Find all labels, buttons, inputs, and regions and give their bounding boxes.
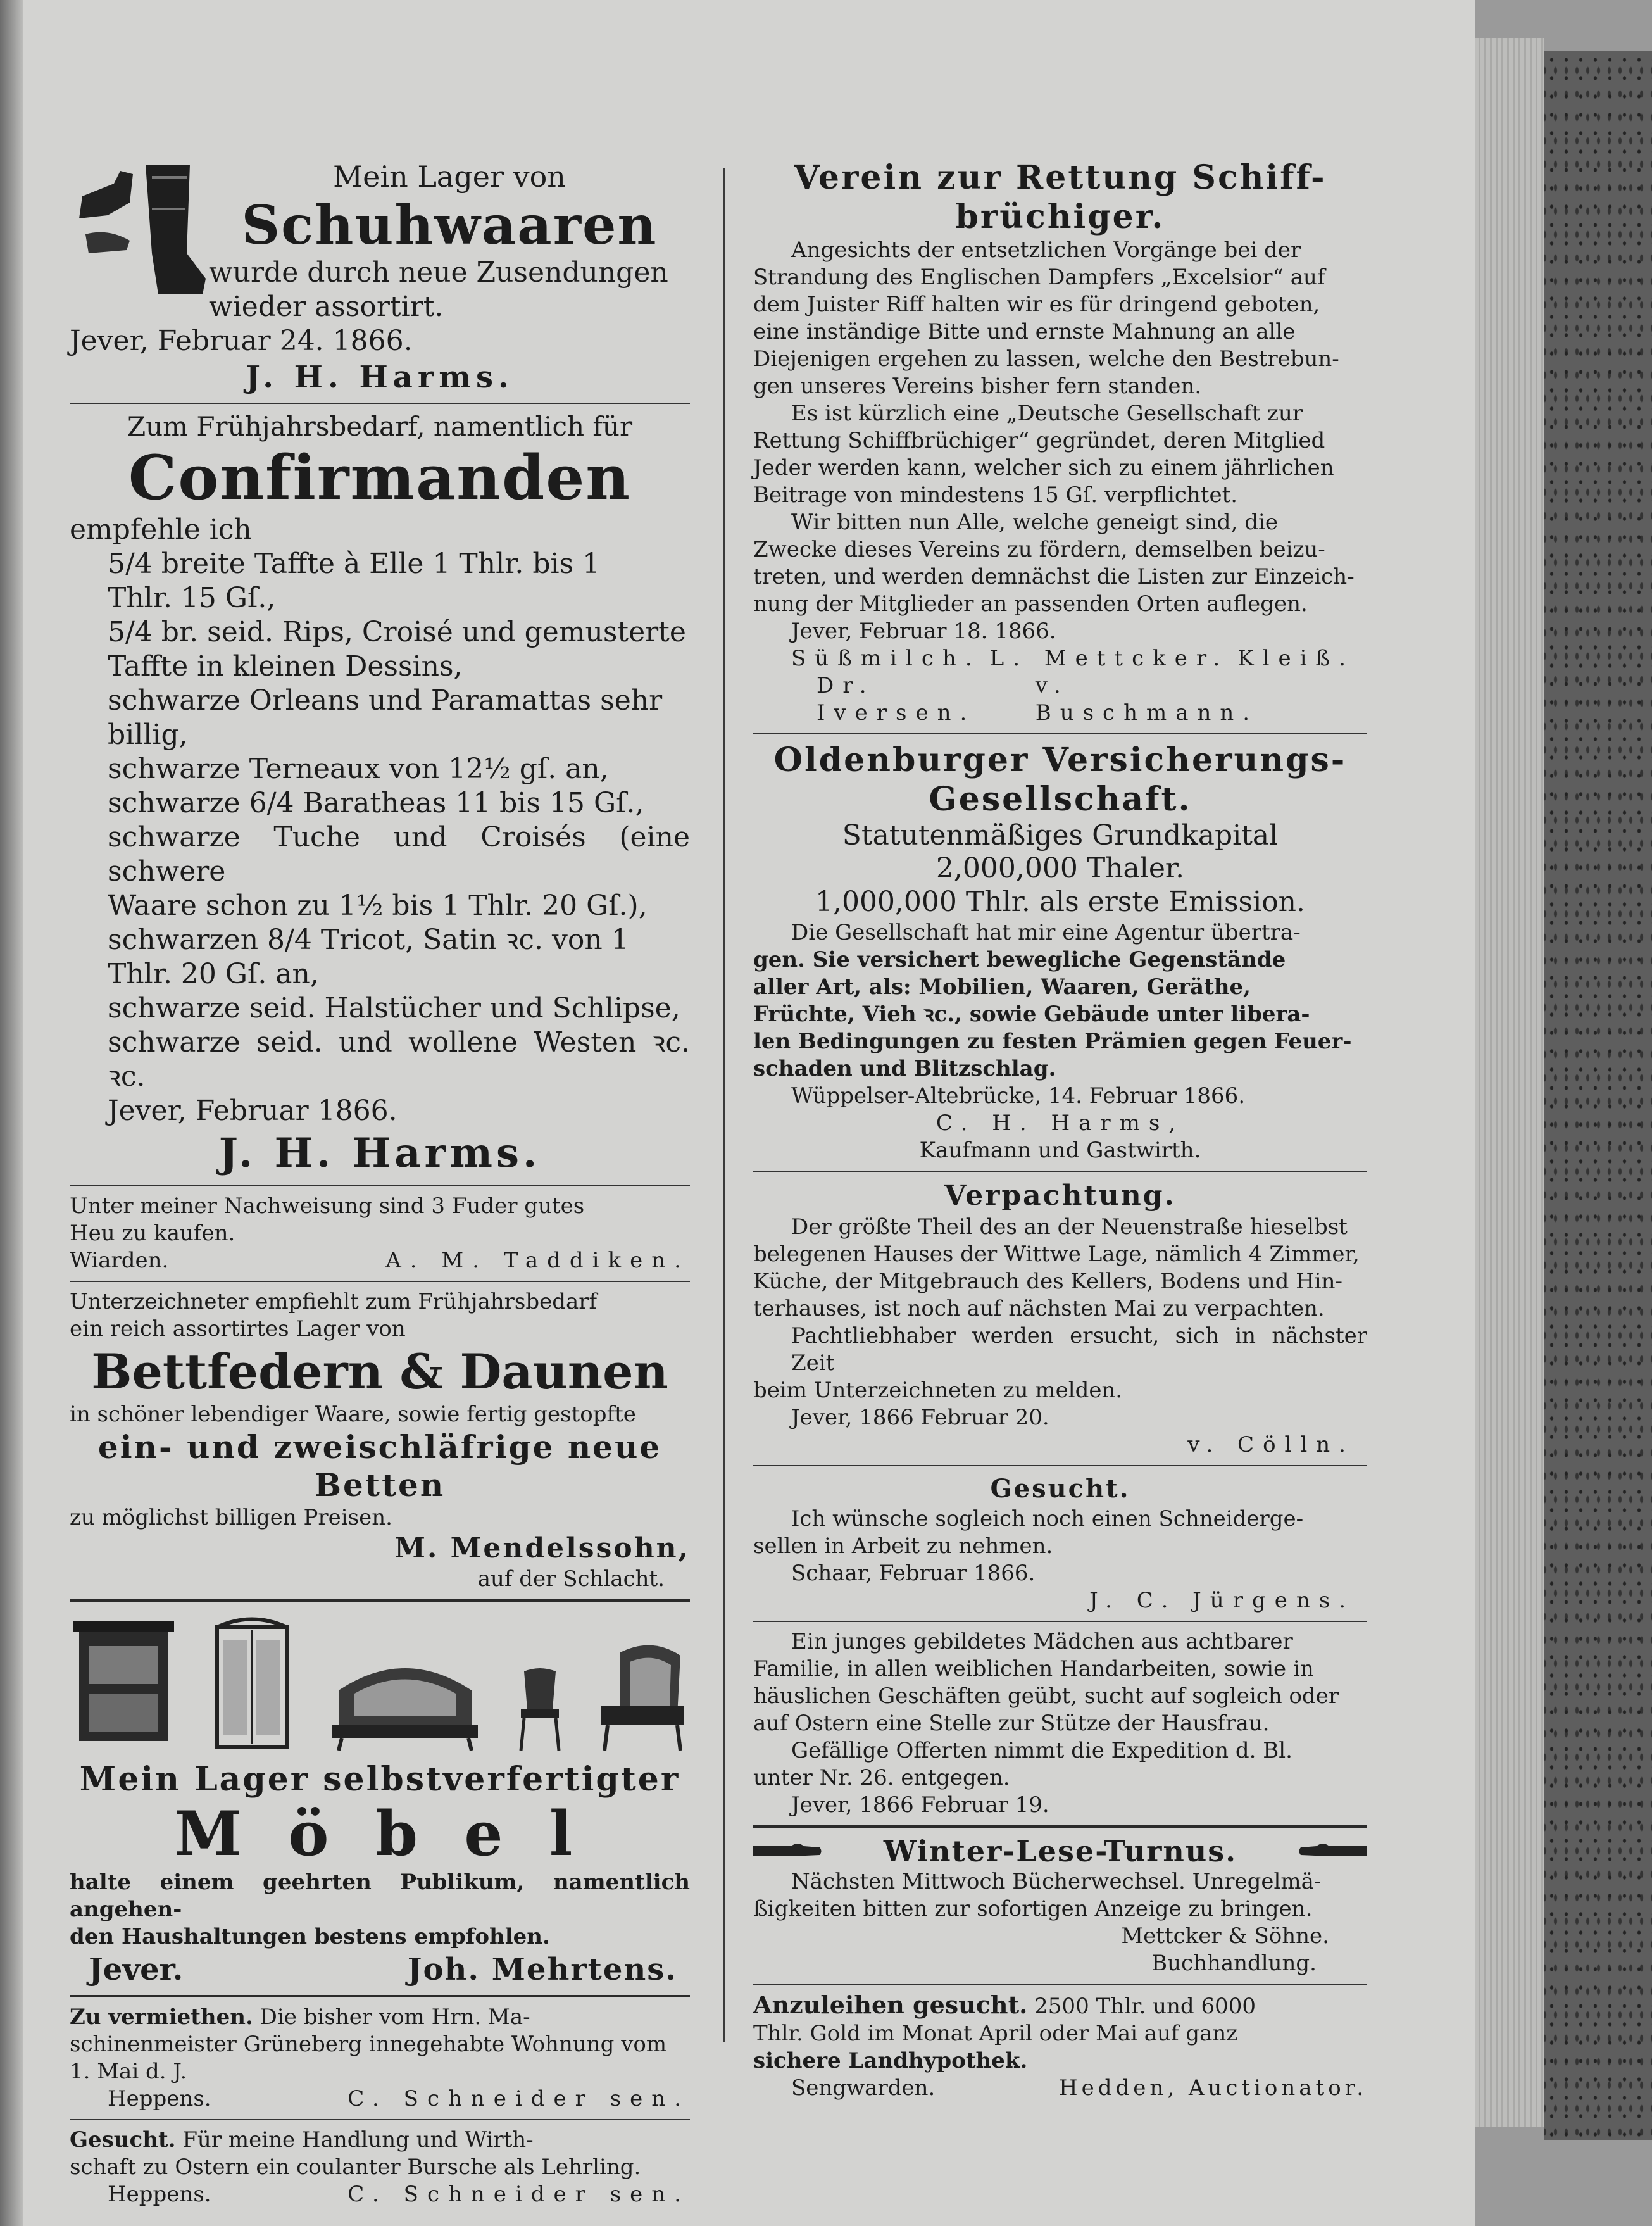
furniture-illustration [70,1608,690,1754]
ad-verpachtung [753,1178,1367,1459]
anleihen-heading: Anzuleihen gesucht. [753,1990,1028,2019]
gesucht-r-signature: J. C. Jürgens. [1089,1588,1355,1613]
verp-line: belegenen Hauses der Wittwe Lage, nämlich 4 Zimmer, [753,1242,1360,1267]
vermiethen-heading: Zu vermiethen. [70,2004,253,2030]
gesucht-r-date: Schaar, Februar 1866. [791,1561,1036,1586]
verein-line: dem Juister Riff halten wir es für dringend geboten, [753,292,1320,317]
winter-signature: Mettcker & Söhne. [1121,1923,1329,1949]
verein-body [753,237,1367,618]
verein-name: Dr. Iversen. [817,673,976,726]
ad-gesucht-schneider [753,1473,1367,1614]
gesucht-r-line1: Ich wünsche sogleich noch einen Schneiderge- [791,1506,1304,1531]
gesucht-signature: C. Schneider sen. [347,2182,690,2207]
confirm-item: schwarze seid. Halstücher und Schlipse, [108,992,680,1024]
confirm-item: 5/4 breite Taffte à Elle 1 Thlr. bis 1 [108,548,601,580]
gesucht-line1: Für meine Handlung und Wirth- [182,2127,534,2153]
confirm-item: schwarze Orleans und Paramattas sehr [108,684,663,717]
anleihen-line1: 2500 Thlr. und 6000 [1034,1994,1256,2019]
gesucht-heading: Gesucht. [70,2127,176,2153]
ad-maedchen [753,1628,1367,1819]
winter-title: Winter-Lese-Turnus. [883,1834,1237,1868]
betten-signature: M. Mendelssohn, [394,1532,690,1564]
heu-signature: A. M. Taddiken. [385,1248,690,1273]
confirm-item: schwarze Tuche und Croisés (eine schwere [108,821,690,888]
confirm-item: billig, [108,719,188,751]
moebel-line1: Mein Lager selbstverfertigter [79,1760,680,1799]
winter-sig2: Buchhandlung. [1151,1951,1317,1976]
vers-line1: Statutenmäßiges Grundkapital [842,819,1279,852]
shoes-date: Jever, Februar 24. 1866. [70,325,413,357]
vers-body-line: len Bedingungen zu festen Prämien gegen Feuer- [753,1029,1352,1054]
verp-date: Jever, 1866 Februar 20. [791,1405,1049,1430]
ad-moebel [70,1608,690,1989]
shoes-line1: Mein Lager von [333,160,566,194]
verein-line: Wir bitten nun Alle, welche geneigt sind, die [791,510,1278,535]
divider [70,1995,690,1997]
maedchen-line: auf Ostern eine Stelle zur Stütze der Hausfrau. [753,1711,1270,1736]
vers-title2: Gesellschaft. [929,780,1192,819]
verp-line: Küche, der Mitgebrauch des Kellers, Bodens und Hin- [753,1269,1343,1294]
verein-line: Zwecke dieses Vereins zu fördern, demselben beizu- [753,537,1325,562]
anleihen-line3: sichere Landhypothek. [753,2048,1028,2073]
left-column [70,158,690,2208]
maedchen-line: unter Nr. 26. entgegen. [753,1765,1010,1790]
vers-date: Wüppelser-Altebrücke, 14. Februar 1866. [791,1083,1246,1109]
betten-line2: ein reich assortirtes Lager von [70,1316,406,1342]
moebel-line2: halte einem geehrten Publikum, namentlich angehen- [70,1870,690,1922]
verein-line: nung der Mitglieder an passenden Orten auflegen. [753,591,1308,617]
vermiethen-line2: schinenmeister Grüneberg innegehabte Wohnung vom [70,2032,667,2057]
ad-shoes [70,158,690,396]
verein-line: eine inständige Bitte und ernste Mahnung an alle [753,319,1296,344]
vers-sig2: Kaufmann und Gastwirth. [919,1138,1201,1163]
vers-body-line: Die Gesellschaft hat mir eine Agentur übertra- [791,920,1301,945]
divider [753,1984,1367,1985]
shoes-signature: J. H. Harms. [246,360,514,395]
cabinet-icon [70,1614,177,1754]
ad-bettfedern [70,1288,690,1593]
sofa-icon [326,1646,484,1754]
pointing-hand-icon [753,1837,823,1865]
vers-body [753,919,1367,1083]
moebel-title: M ö b e l [174,1798,585,1870]
shoes-line3: wieder assortirt. [209,291,444,323]
confirm-item: Thlr. 15 Gſ., [108,582,276,614]
ad-verein-rettung [753,158,1367,727]
moebel-line3: den Haushaltungen bestens empfohlen. [70,1924,550,1949]
verp-line: Pachtliebhaber werden ersucht, sich in nächster Zeit [791,1323,1367,1376]
gesucht-r-title: Gesucht. [990,1474,1130,1504]
maedchen-line: häuslichen Geschäften geübt, sucht auf sogleich oder [753,1683,1339,1709]
betten-sig2: auf der Schlacht. [477,1566,665,1592]
vermiethen-line1: Die bisher vom Hrn. Ma- [260,2004,530,2030]
verein-name: v. Buschmann. [1035,673,1259,726]
heu-line2: Heu zu kaufen. [70,1221,235,1246]
confirm-item: Taffte in kleinen Dessins, [108,650,463,682]
vers-signature: C. H. Harms, [936,1110,1185,1136]
shoes-line2: wurde durch neue Zusendungen [209,256,668,289]
vers-line2: 2,000,000 Thaler. [936,852,1185,884]
vers-body-line: Früchte, Vieh ꝛc., sowie Gebäude unter libera- [753,1002,1310,1027]
pointing-hand-icon [1298,1837,1367,1865]
betten-title: Bettfedern & Daunen [91,1343,668,1400]
divider [753,1825,1367,1828]
vers-title1: Oldenburger Versicherungs- [773,741,1347,779]
betten-line1: Unterzeichneter empfiehlt zum Frühjahrsbedarf [70,1289,598,1314]
shoes-illustration [70,158,209,310]
verein-name: Süßmilch. [791,646,981,671]
confirm-items [70,547,690,1094]
page-edges [1475,38,1544,2127]
moebel-signature: Joh. Mehrtens. [407,1952,677,1987]
gesucht-r-line2: sellen in Arbeit zu nehmen. [753,1533,1053,1559]
betten-line5: zu möglichst billigen Preisen. [70,1505,392,1530]
vers-body-line: schaden und Blitzschlag. [753,1056,1056,1081]
confirm-item: Thlr. 20 Gſ. an, [108,958,319,990]
verp-line: Der größte Theil des an der Neuenstraße hieselbst [791,1214,1348,1240]
divider [753,1171,1367,1172]
divider [70,2119,690,2120]
divider [70,403,690,404]
verein-line: Jeder werden kann, welcher sich zu einem jährlichen [753,455,1334,481]
divider [70,1185,690,1186]
divider [70,1281,690,1282]
maedchen-line: Familie, in allen weiblichen Handarbeiten, sowie in [753,1656,1314,1682]
ad-heu [70,1193,690,1274]
divider [753,1465,1367,1466]
maedchen-line: Ein junges gebildetes Mädchen aus achtbarer [791,1629,1293,1654]
vermiethen-signature: C. Schneider sen. [347,2086,690,2111]
verp-title: Verpachtung. [944,1179,1176,1212]
verein-line: Diejenigen ergehen zu lassen, welche den Bestrebun- [753,346,1339,372]
verein-name: Kleiß. [1237,646,1355,671]
vers-line3: 1,000,000 Thlr. als erste Emission. [815,886,1306,918]
verp-line: terhauses, ist noch auf nächsten Mai zu verpachten. [753,1296,1325,1321]
ad-gesucht-lehrling [70,2127,690,2208]
anleihen-place: Sengwarden. [791,2075,936,2101]
betten-line4: ein- und zweischläfrige neue Betten [97,1428,662,1504]
verein-line: gen unseres Vereins bisher fern standen. [753,374,1202,399]
verein-date: Jever, Februar 18. 1866. [791,619,1056,644]
heu-place: Wiarden. [70,1248,169,1273]
ad-winter-lese [753,1834,1367,1977]
ad-anzuleihen [753,1991,1367,2102]
armchair-icon [595,1640,690,1754]
moebel-place: Jever. [89,1952,184,1987]
chair-icon [511,1665,568,1754]
confirm-item: schwarze seid. und wollene Westen ꝛc. ꝛc. [108,1026,690,1093]
heu-line1: Unter meiner Nachweisung sind 3 Fuder gutes [70,1193,585,1219]
divider [70,1599,690,1602]
confirm-date: Jever, Februar 1866. [108,1095,397,1127]
anleihen-line2: Thlr. Gold im Monat April oder Mai auf ganz [753,2021,1238,2046]
vermiethen-place: Heppens. [108,2086,211,2111]
verein-title1: Verein zur Rettung Schiff- [794,158,1327,197]
confirm-signature: J. H. Harms. [218,1129,541,1177]
betten-line3: in schöner lebendiger Waare, sowie fertig gestopfte [70,1402,636,1427]
verp-line: beim Unterzeichneten zu melden. [753,1378,1123,1403]
right-column [753,158,1367,2102]
verein-line: Es ist kürzlich eine „Deutsche Gesellschaft zur [791,401,1303,426]
column-divider [723,168,725,2042]
anleihen-signature: Hedden, Auctionator. [1058,2075,1367,2101]
verein-line: Rettung Schiffbrüchiger“ gegründet, deren Mitglied [753,428,1325,453]
verein-line: treten, und werden demnächst die Listen zur Einzeich- [753,564,1355,589]
confirm-item: Waare schon zu 1½ bis 1 Thlr. 20 Gſ.), [108,890,648,922]
confirm-item: 5/4 br. seid. Rips, Croisé und gemusterte [108,616,686,648]
confirm-title: Confirmanden [128,442,632,513]
ad-vermiethen [70,2004,690,2113]
maedchen-date: Jever, 1866 Februar 19. [791,1792,1049,1818]
divider [753,1621,1367,1622]
verein-line: Beitrage von mindestens 15 Gſ. verpflichtet. [753,482,1238,508]
confirm-item: schwarze 6/4 Baratheas 11 bis 15 Gſ., [108,787,644,819]
book-cover-edge [1544,51,1652,2140]
vermiethen-line3: 1. Mai d. J. [70,2059,187,2084]
wardrobe-icon [204,1614,299,1754]
verein-name: L. Mettcker. [989,646,1229,671]
verein-title2: brüchiger. [955,198,1165,236]
vers-body-line: gen. Sie versichert bewegliche Gegenstände [753,947,1286,972]
gesucht-line2: schaft zu Ostern ein coulanter Bursche als Lehrling. [70,2154,641,2180]
gesucht-place: Heppens. [108,2182,211,2207]
confirm-line1: empfehle ich [70,513,252,546]
ad-confirmanden [70,410,690,1179]
winter-line1: Nächsten Mittwoch Bücherwechsel. Unregelmä- [791,1869,1322,1894]
vers-body-line: aller Art, als: Mobilien, Waaren, Geräthe, [753,974,1251,1000]
verein-line: Angesichts der entsetzlichen Vorgänge bei der [791,237,1301,263]
verein-line: Strandung des Englischen Dampfers „Excelsior“ auf [753,265,1325,290]
verp-signature: v. Cölln. [1187,1432,1355,1457]
ad-versicherung [753,741,1367,1164]
page-gutter [0,0,23,2226]
maedchen-line: Gefällige Offerten nimmt die Expedition d. Bl. [791,1738,1292,1763]
confirm-item: schwarzen 8/4 Tricot, Satin ꝛc. von 1 [108,924,629,956]
shoes-title: Schuhwaaren [241,194,658,256]
winter-line2: ßigkeiten bitten zur sofortigen Anzeige zu bringen. [753,1896,1313,1921]
confirm-item: schwarze Terneaux von 12½ gſ. an, [108,753,609,785]
confirm-intro: Zum Frühjahrsbedarf, namentlich für [127,411,633,442]
divider [753,733,1367,734]
